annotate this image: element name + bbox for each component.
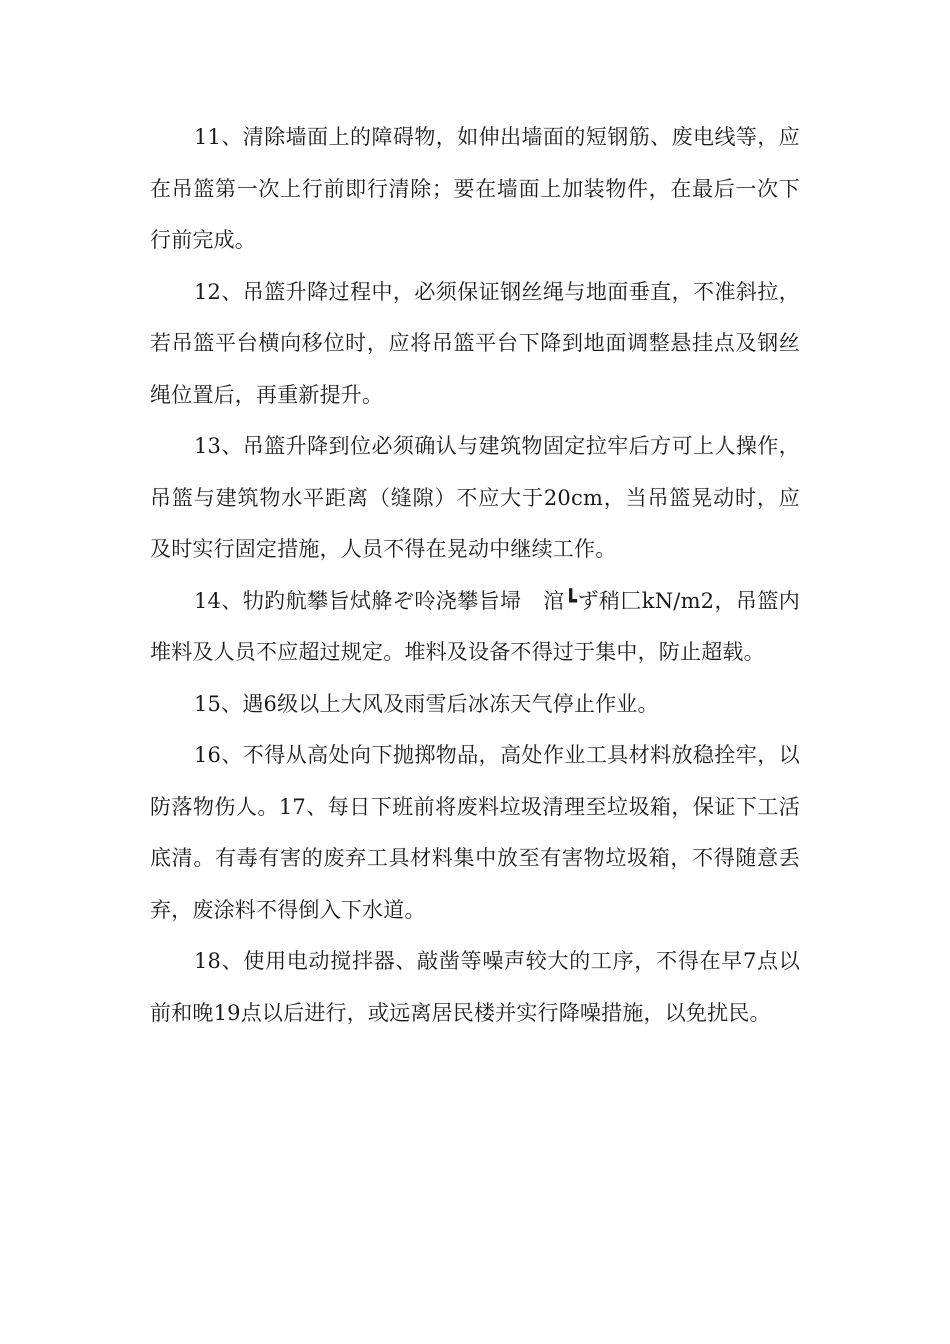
paragraph-15: 15、遇6级以上大风及雨雪后冰冻天气停止作业。 xyxy=(194,691,659,716)
paragraph-14: 14、牞趵航攀旨烒舽ぞ呤浇攀旨埽 涫┗ず稍匚kN/m2，吊篮内堆料及人员不应超过规定。堆料及设备不得过于集中，防止超载。 xyxy=(150,588,800,664)
paragraph-13: 13、吊篮升降到位必须确认与建筑物固定拉牢后方可上人操作，吊篮与建筑物水平距离（缝隙）不应大于20cm，当吊篮晃动时，应及时实行固定措施，人员不得在晃动中继续工作。 xyxy=(150,434,800,561)
paragraph-12: 12、吊篮升降过程中，必须保证钢丝绳与地面垂直，不准斜拉，若吊篮平台横向移位时，应将吊篮平台下降到地面调整悬挂点及钢丝绳位置后，再重新提升。 xyxy=(150,279,800,407)
paragraph-18: 18、使用电动搅拌器、敲凿等噪声较大的工序，不得在早7点以前和晚19点以后进行，或远离居民楼并实行降噪措施，以免扰民。 xyxy=(150,949,800,1025)
paragraph-16-17: 16、不得从高处向下抛掷物品，高处作业工具材料放稳拴牢，以防落物伤人。17、每日下班前将废料垃圾清理至垃圾箱，保证下工活底清。有毒有害的废弃工具材料集中放至有害物垃圾箱，不得随意丢弃，废涂料不得倒入下水道。 xyxy=(150,743,800,922)
paragraph-11: 11、清除墙面上的障碍物，如伸出墙面的短钢筋、废电线等，应在吊篮第一次上行前即行清除；要在墙面上加装物件，在最后一次下行前完成。 xyxy=(150,125,800,252)
document-body xyxy=(150,112,800,1039)
